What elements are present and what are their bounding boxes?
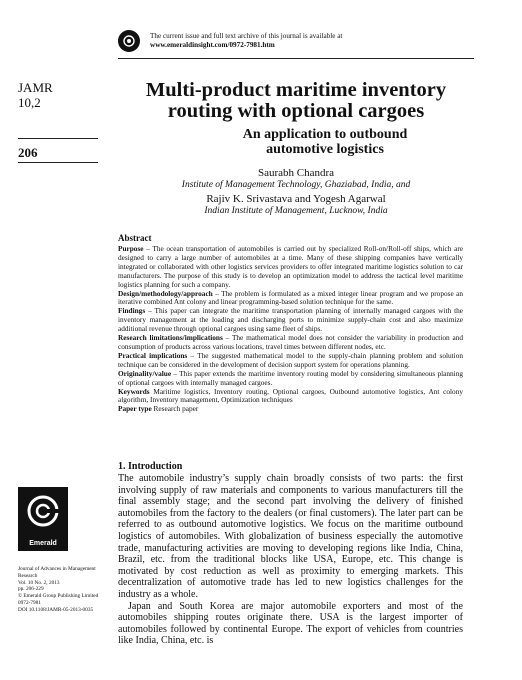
author-name: Saurabh Chandra [257, 167, 335, 179]
journal-header [118, 30, 418, 52]
header-divider [118, 58, 474, 59]
author-affiliation: Institute of Management Technology, Ghaziabad, India, and [181, 180, 411, 190]
left-divider-bottom [18, 162, 98, 163]
author-affiliation: Indian Institute of Management, Lucknow, India [204, 206, 388, 216]
header-url-link[interactable]: www.emeraldinsight.com/0972-7981.htm [150, 41, 275, 49]
abstract-findings: Findings – This paper can integrate the maritime transportation planning of internally managed cargoes with the inventory management at the loading and discharging ports to minimize supply-chain cost and also maximize additional revenue through optional cargoes using same fleet of ships. [118, 306, 463, 334]
emerald-publisher-logo [18, 487, 68, 551]
abstract-originality: Originality/value – This paper extends the maritime inventory routing model by considering simultaneous planning of optional cargoes with internally managed cargoes. [118, 368, 463, 387]
abstract-design: Design/methodology/approach – The problem is formulated as a mixed integer linear program and we propose an iterative combined Ant colony and linear programming-based solution technique for the same. [118, 288, 463, 307]
emerald-swirl-icon [18, 487, 68, 537]
journal-abbr: JAMR [18, 80, 53, 95]
abstract-limitations: Research limitations/implications – The mathematical model does not consider the variability in production and consumption of products across various locations, travel times between different nodes, etc. [118, 333, 463, 351]
abstract-paper-type: Paper type Research paper [118, 404, 199, 414]
abstract-keywords: Keywords Maritime logistics, Inventory routing, Optional cargoes, Outbound automotive logistics, Ant colony algorithm, Inventory management, Optimization techniques [118, 386, 463, 405]
journal-info [18, 80, 53, 110]
paper-subtitle-line2: automotive logistics [266, 142, 384, 157]
author-name: Rajiv K. Srivastava and Yogesh Agarwal [206, 193, 386, 205]
citation-info: Journal of Advances in Management Research Vol. 10 No. 2, 2013 pp. 206-229 © Emerald Group Publishing Limited 0972-7981 DOI 10.1108/JAMR-05-2013-0035 [18, 566, 99, 613]
paper-subtitle [205, 127, 445, 157]
abstract-heading: Abstract [118, 233, 152, 243]
page-number: 206 [18, 145, 38, 160]
abstract-practical: Practical implications – The suggested mathematical model to the supply-chain planning problem and solution technique can be considered in the development of decision support system for operations planning. [118, 350, 463, 369]
section-heading-introduction: 1. Introduction [118, 461, 183, 472]
journal-volume: 10,2 [18, 95, 41, 110]
emerald-logo-icon [118, 30, 140, 52]
introduction-body [118, 473, 463, 647]
paper-title [118, 80, 474, 122]
abstract-purpose: Purpose – The ocean transportation of automobiles is carried out by specialized Roll-on/Roll-off ships, which are designed to carry a large number of automobiles at a time. Many of these shipping companies have vertically integrated or collaborated with other logistics services providers to offer integrated maritime logistics solution to car manufacturers. The purpose of this study is to develop an optimization model to address the tactical level maritime logistics planning for such a company. [118, 244, 463, 289]
paper-title-line1: Multi-product maritime inventory [145, 79, 447, 101]
header-availability-text: The current issue and full text archive of this journal is available at [150, 32, 343, 40]
paper-subtitle-line1: An application to outbound [242, 127, 408, 142]
introduction-paragraph: Japan and South Korea are major automobile exporters and most of the automobiles shipping routes originate there. USA is the largest importer of automobiles followed by continental Europe. The export of vehicles from countries like India, China, etc. is [118, 600, 463, 647]
introduction-paragraph: The automobile industry’s supply chain broadly consists of two parts: the first involving supply of raw materials and components to various manufacturers till the final assembly stage; and the second part involving the delivery of finished automobiles from the factory to the dealers (or final customers). The later part can be referred to as outbound automotive logistics. We focus on the maritime outbound logistics of automobiles. With globalization of business especially the automotive trade, manufacturing activities are moving to developing regions like India, China, Brazil, etc. from the traditional blocks like USA, Europe, etc. This change is motivated by cost reduction as well as proximity to emerging markets. This decentralization of automotive trade has led to new logistics challenges for the industry as a whole. [118, 473, 463, 600]
abstract-body [118, 245, 463, 414]
left-divider [18, 138, 98, 139]
paper-title-line2: routing with optional cargoes [167, 100, 425, 122]
emerald-logo-label: Emerald [29, 540, 57, 547]
